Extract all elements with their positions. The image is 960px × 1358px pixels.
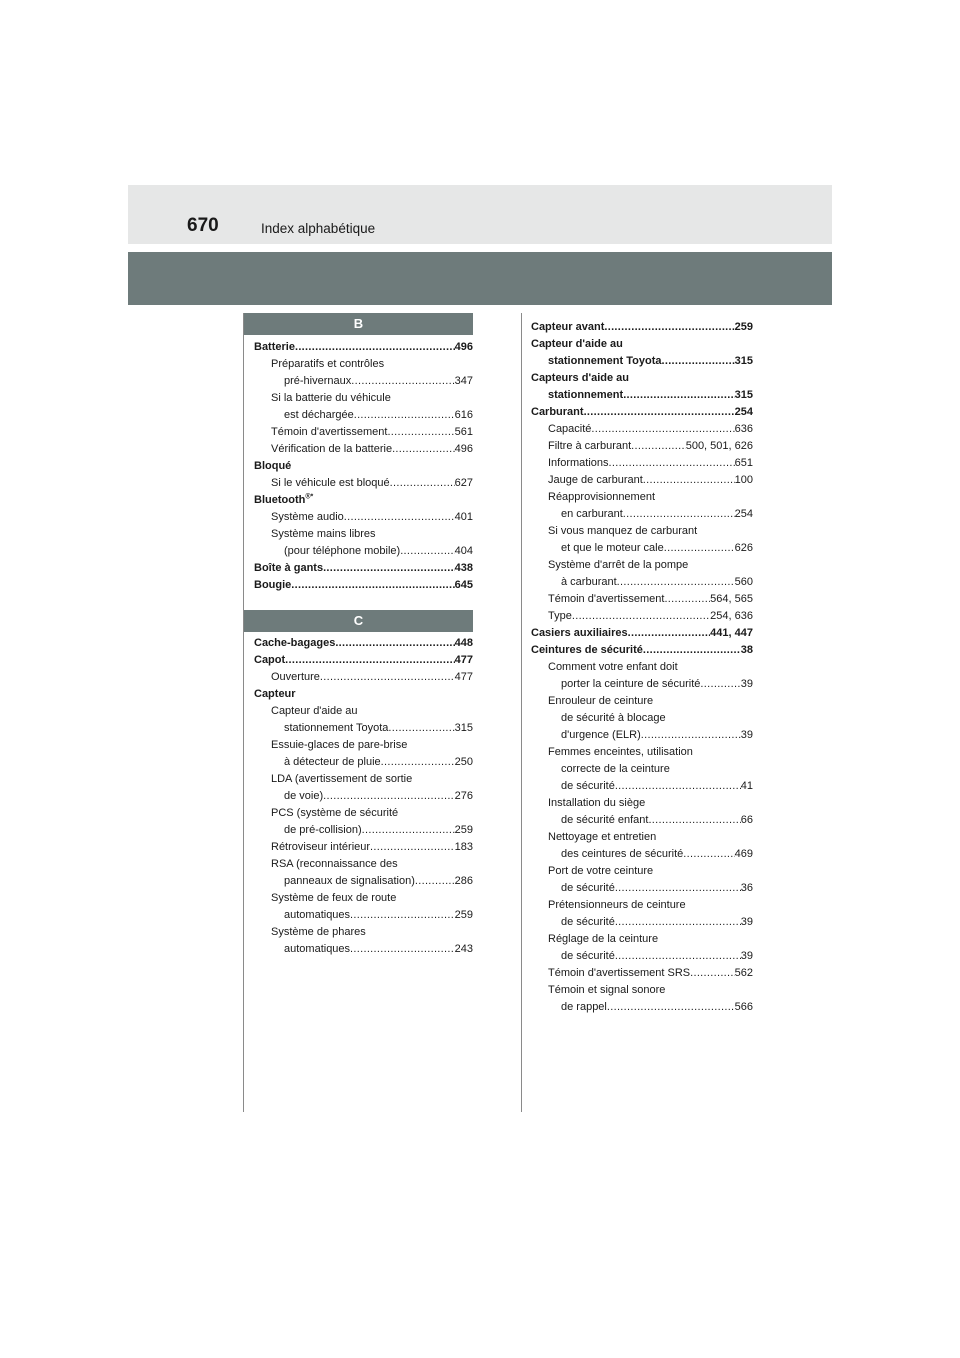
index-entry-page: 183 — [454, 841, 473, 853]
index-entry-page: 286 — [454, 875, 473, 887]
leader-dots — [607, 999, 735, 1016]
index-entry-text: de sécurité à blocage — [561, 712, 666, 724]
index-entry — [254, 771, 473, 788]
index-entry-text: Informations — [548, 457, 609, 469]
index-entry-text: des ceintures de sécurité — [561, 848, 684, 860]
index-entry — [531, 965, 753, 982]
index-entry — [531, 897, 753, 914]
index-entry-text: Vérification de la batterie — [271, 443, 393, 455]
index-entry-text: Si la batterie du véhicule — [271, 392, 391, 404]
index-entry — [254, 339, 473, 356]
leader-dots — [415, 873, 455, 890]
page-number: 670 — [187, 215, 219, 236]
index-entry — [254, 941, 473, 958]
index-entry-page: 477 — [454, 654, 473, 666]
index-entry-page: 276 — [454, 790, 473, 802]
header-band — [128, 252, 832, 305]
index-entry — [531, 829, 753, 846]
leader-dots — [661, 353, 734, 370]
index-entry — [254, 560, 473, 577]
index-entry — [531, 642, 753, 659]
index-entry-text: Installation du siège — [548, 797, 646, 809]
index-entry-text: Filtre à carburant — [548, 440, 632, 452]
index-entry — [531, 914, 753, 931]
leader-dots — [370, 839, 455, 856]
page-title: Index alphabétique — [261, 221, 376, 236]
index-entry — [531, 761, 753, 778]
index-entry — [531, 591, 753, 608]
index-entry-text: Jauge de carburant — [548, 474, 643, 486]
index-entry — [531, 676, 753, 693]
index-entry-text: Cache-bagages — [254, 637, 336, 649]
leader-dots — [615, 880, 741, 897]
index-entry-page: 562 — [734, 967, 753, 979]
index-entry-text: Capteurs d'aide au — [531, 372, 629, 384]
index-entry — [254, 458, 473, 475]
index-entry — [531, 982, 753, 999]
index-entry — [254, 890, 473, 907]
index-entry-text: Réglage de la ceinture — [548, 933, 659, 945]
index-entry-text: Enrouleur de ceinture — [548, 695, 654, 707]
leader-dots — [664, 540, 735, 557]
index-entry-page: 39 — [740, 729, 753, 741]
index-entry-text: stationnement Toyota — [548, 355, 662, 367]
index-entry — [531, 710, 753, 727]
index-entry-text: Nettoyage et entretien — [548, 831, 657, 843]
leader-dots — [390, 475, 455, 492]
index-entry-text: Témoin d'avertissement — [548, 593, 665, 605]
index-entry-text: Ceintures de sécurité — [531, 644, 643, 656]
leader-dots — [388, 720, 454, 737]
leader-dots — [643, 472, 735, 489]
index-entry-text: Casiers auxiliaires — [531, 627, 628, 639]
leader-dots — [628, 625, 711, 642]
index-entry-text: est déchargée — [284, 409, 354, 421]
index-entry — [531, 353, 753, 370]
leader-dots — [392, 441, 455, 458]
index-entry-page: 438 — [454, 562, 473, 574]
index-entry-text: Témoin et signal sonore — [548, 984, 666, 996]
index-entry-page: 560 — [734, 576, 753, 588]
index-entry-text: de sécurité — [561, 882, 615, 894]
index-entry — [254, 873, 473, 890]
index-entry-text: automatiques — [284, 909, 351, 921]
index-entry — [531, 744, 753, 761]
index-entry — [531, 863, 753, 880]
index-entry — [254, 509, 473, 526]
index-entry-text: de sécurité enfant — [561, 814, 649, 826]
leader-dots — [648, 812, 740, 829]
index-entry-text: stationnement Toyota — [284, 722, 389, 734]
index-entry-page: 564, 565 — [710, 593, 753, 605]
index-entry-text: d'urgence (ELR) — [561, 729, 641, 741]
index-entry-text: à détecteur de pluie — [284, 756, 381, 768]
index-entry-page: 254, 636 — [710, 610, 753, 622]
index-entry-text: Port de votre ceinture — [548, 865, 654, 877]
index-entry-text: LDA (avertissement de sortie — [271, 773, 413, 785]
index-entry-page: 259 — [454, 909, 473, 921]
index-entry-page: 441, 447 — [710, 627, 753, 639]
index-entry-text: Système audio — [271, 511, 344, 523]
leader-dots — [320, 669, 455, 686]
index-entry-text: Préparatifs et contrôles — [271, 358, 385, 370]
index-entry-page: 250 — [454, 756, 473, 768]
leader-dots — [323, 560, 455, 577]
index-entry-text: correcte de la ceinture — [561, 763, 670, 775]
index-entry — [531, 387, 753, 404]
index-entry — [531, 319, 753, 336]
index-entry — [531, 608, 753, 625]
index-entry — [531, 370, 753, 387]
index-entry-text: Capteur d'aide au — [531, 338, 623, 350]
index-entry-page: 477 — [454, 671, 473, 683]
index-entry-text: Prétensionneurs de ceinture — [548, 899, 686, 911]
index-entry — [254, 669, 473, 686]
leader-dots — [631, 438, 686, 455]
index-entry-text: Batterie — [254, 341, 295, 353]
leader-dots — [615, 778, 741, 795]
index-entry-page: 566 — [734, 1001, 753, 1013]
index-entry-text: Essuie-glaces de pare-brise — [271, 739, 408, 751]
index-entry — [531, 472, 753, 489]
section-c-continued-entries — [531, 319, 753, 1016]
leader-dots — [615, 914, 741, 931]
index-entry — [254, 407, 473, 424]
index-entry-text: Carburant — [531, 406, 584, 418]
index-entry-page: 259 — [454, 824, 473, 836]
leader-dots — [335, 635, 454, 652]
section-letter-c: C — [244, 610, 473, 632]
index-entry — [531, 421, 753, 438]
index-entry — [531, 574, 753, 591]
index-entry — [254, 492, 473, 509]
leader-dots — [350, 907, 455, 924]
index-entry-text: Système de phares — [271, 926, 366, 938]
section-b-entries — [254, 339, 473, 594]
index-entry — [531, 489, 753, 506]
index-entry-text: Comment votre enfant doit — [548, 661, 678, 673]
leader-dots — [623, 387, 734, 404]
header-bar — [128, 185, 832, 244]
index-entry-page: 469 — [734, 848, 753, 860]
index-entry — [531, 438, 753, 455]
leader-dots — [350, 941, 455, 958]
index-entry-page: 561 — [454, 426, 473, 438]
index-entry-page: 39 — [740, 678, 753, 690]
index-entry-text: de pré-collision) — [284, 824, 362, 836]
index-entry — [254, 703, 473, 720]
index-entry-text: panneaux de signalisation) — [284, 875, 415, 887]
index-entry — [531, 693, 753, 710]
leader-dots — [700, 676, 740, 693]
index-entry — [254, 907, 473, 924]
leader-dots — [617, 574, 735, 591]
index-entry-page: 100 — [734, 474, 753, 486]
index-entry-text: Système mains libres — [271, 528, 376, 540]
index-entry — [531, 404, 753, 421]
index-entry-text: de rappel — [561, 1001, 607, 1013]
index-entry-page: 651 — [734, 457, 753, 469]
leader-dots — [362, 822, 455, 839]
index-entry-text: Capot — [254, 654, 286, 666]
index-entry-page: 38 — [740, 644, 753, 656]
leader-dots — [354, 407, 455, 424]
index-entry — [254, 652, 473, 669]
index-entry — [531, 506, 753, 523]
index-entry — [254, 805, 473, 822]
index-entry-page: 39 — [740, 916, 753, 928]
leader-dots — [683, 846, 734, 863]
index-column-left — [243, 313, 473, 1112]
index-entry — [531, 455, 753, 472]
leader-dots — [387, 424, 454, 441]
index-entry — [254, 754, 473, 771]
leader-dots — [400, 543, 454, 560]
index-entry-text: Si le véhicule est bloqué — [271, 477, 390, 489]
leader-dots — [643, 642, 741, 659]
index-entry-text: Système de feux de route — [271, 892, 397, 904]
index-entry — [254, 475, 473, 492]
leader-dots — [615, 948, 741, 965]
index-entry — [254, 720, 473, 737]
index-entry-page: 626 — [734, 542, 753, 554]
leader-dots — [604, 319, 734, 336]
index-entry-page: 636 — [734, 423, 753, 435]
index-entry-text: Rétroviseur intérieur — [271, 841, 371, 853]
index-entry — [254, 635, 473, 652]
leader-dots — [323, 788, 455, 805]
leader-dots — [351, 373, 454, 390]
leader-dots — [381, 754, 455, 771]
index-entry — [254, 577, 473, 594]
index-entry-text: et que le moteur cale — [561, 542, 664, 554]
leader-dots — [609, 455, 735, 472]
index-entry-text: Capteur avant — [531, 321, 605, 333]
index-entry-text: Si vous manquez de carburant — [548, 525, 698, 537]
index-entry-page: 66 — [740, 814, 753, 826]
index-entry-text: Système d'arrêt de la pompe — [548, 559, 689, 571]
index-entry-text: Bluetooth®* — [254, 493, 314, 506]
index-column-right — [521, 313, 753, 1112]
leader-dots — [291, 577, 454, 594]
index-entry-text: Témoin d'avertissement SRS — [548, 967, 691, 979]
leader-dots — [641, 727, 741, 744]
index-entry — [254, 424, 473, 441]
index-entry-text: automatiques — [284, 943, 351, 955]
index-entry-page: 315 — [734, 389, 753, 401]
leader-dots — [664, 591, 710, 608]
leader-dots — [690, 965, 735, 982]
index-entry-text: de sécurité — [561, 916, 615, 928]
index-entry-text: Boîte à gants — [254, 562, 324, 574]
index-entry-text: de voie) — [284, 790, 324, 802]
index-entry — [531, 778, 753, 795]
index-entry — [254, 373, 473, 390]
index-entry-text: en carburant — [561, 508, 623, 520]
index-entry-text: pré-hivernaux — [284, 375, 352, 387]
index-entry-text: de sécurité — [561, 780, 615, 792]
index-entry-text: Bougie — [254, 579, 292, 591]
index-entry — [254, 839, 473, 856]
index-entry — [254, 686, 473, 703]
index-entry — [254, 737, 473, 754]
index-entry — [531, 812, 753, 829]
index-entry-text: Témoin d'avertissement — [271, 426, 388, 438]
index-entry-page: 41 — [740, 780, 753, 792]
index-entry-page: 496 — [454, 443, 473, 455]
index-entry — [531, 540, 753, 557]
index-entry-page: 243 — [454, 943, 473, 955]
index-entry — [254, 788, 473, 805]
index-entry — [531, 795, 753, 812]
index-entry-text: Type — [548, 610, 572, 622]
index-entry-text: Réapprovisionnement — [548, 491, 656, 503]
index-entry — [531, 625, 753, 642]
index-entry — [254, 390, 473, 407]
index-entry-text: PCS (système de sécurité — [271, 807, 399, 819]
index-entry-text: stationnement — [548, 389, 624, 401]
leader-dots — [584, 404, 735, 421]
index-entry — [531, 336, 753, 353]
index-entry-page: 315 — [734, 355, 753, 367]
index-entry-page: 404 — [454, 545, 473, 557]
index-entry — [531, 948, 753, 965]
index-entry-page: 645 — [454, 579, 473, 591]
index-entry-text: RSA (reconnaissance des — [271, 858, 398, 870]
index-entry — [254, 441, 473, 458]
index-entry — [531, 999, 753, 1016]
index-entry-page: 36 — [740, 882, 753, 894]
index-entry — [254, 356, 473, 373]
index-entry-page: 254 — [734, 406, 753, 418]
index-entry — [531, 880, 753, 897]
index-entry-page: 616 — [454, 409, 473, 421]
index-entry — [531, 727, 753, 744]
index-entry — [254, 822, 473, 839]
index-entry-page: 627 — [454, 477, 473, 489]
leader-dots — [295, 339, 455, 356]
index-entry — [531, 846, 753, 863]
leader-dots — [623, 506, 735, 523]
index-entry-text: Capteur d'aide au — [271, 705, 358, 717]
index-entry-text: Ouverture — [271, 671, 320, 683]
index-entry — [254, 526, 473, 543]
section-c-entries — [254, 635, 473, 958]
index-entry-text: de sécurité — [561, 950, 615, 962]
index-entry-page: 500, 501, 626 — [685, 440, 753, 452]
index-entry-text: Femmes enceintes, utilisation — [548, 746, 693, 758]
leader-dots — [591, 421, 734, 438]
index-entry — [531, 931, 753, 948]
index-entry-page: 347 — [454, 375, 473, 387]
leader-dots — [285, 652, 454, 669]
index-entry — [254, 856, 473, 873]
index-entry-text: Bloqué — [254, 460, 292, 472]
index-entry-text: (pour téléphone mobile) — [284, 545, 401, 557]
index-entry-text: porter la ceinture de sécurité — [561, 678, 701, 690]
index-entry-page: 259 — [734, 321, 753, 333]
index-entry — [531, 659, 753, 676]
index-entry — [254, 924, 473, 941]
index-entry-text: à carburant — [561, 576, 617, 588]
index-entry-page: 448 — [454, 637, 473, 649]
index-entry-page: 496 — [454, 341, 473, 353]
leader-dots — [344, 509, 455, 526]
index-entry-page: 315 — [454, 722, 473, 734]
index-entry — [254, 543, 473, 560]
index-entry-page: 39 — [740, 950, 753, 962]
leader-dots — [572, 608, 710, 625]
index-entry-text: Capacité — [548, 423, 592, 435]
index-entry-text: Capteur — [254, 688, 296, 700]
index-entry-page: 254 — [734, 508, 753, 520]
index-entry-page: 401 — [454, 511, 473, 523]
section-letter-b: B — [244, 313, 473, 335]
index-entry — [531, 557, 753, 574]
index-entry — [531, 523, 753, 540]
